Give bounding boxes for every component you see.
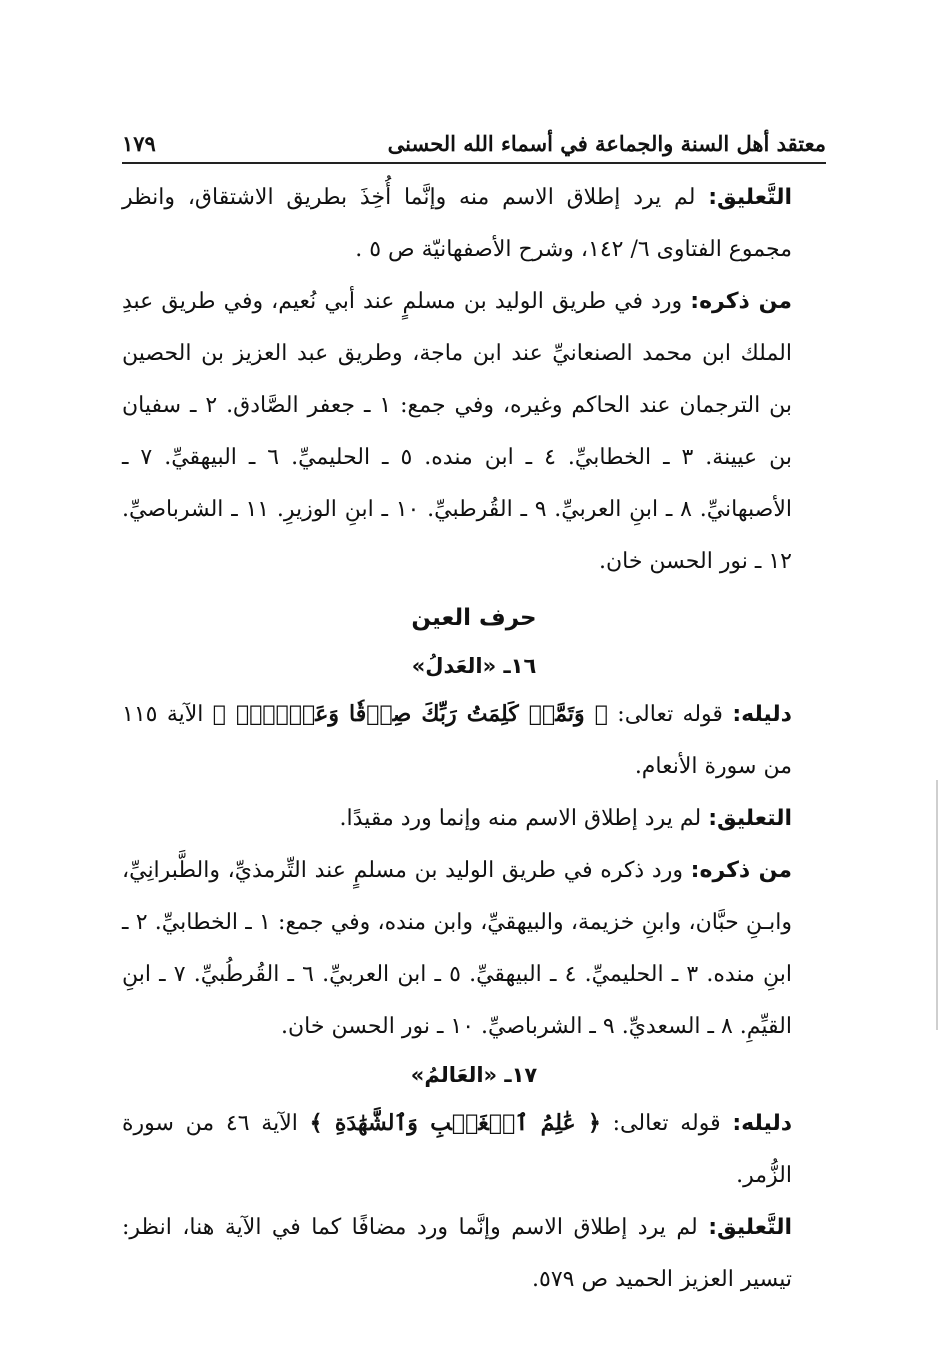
quran-verse: ﴿ وَتَمَّتۡ كَلِمَتُ رَبِّكَ صِدۡقٗا وَعَدۡلٗاۚ ﴾ [212,701,608,727]
running-title: معتقد أهل السنة والجماعة في أسماء الله الحسنى [387,131,826,156]
evidence-reference: الآية ١١٥ من سورة الأنعام. [122,702,792,779]
commentary-text: لم يرد إطلاق الاسم منه وإنما ورد مقيدًا. [339,806,709,831]
entry-16-heading: ١٦ـ «العَدلُ» [411,654,537,678]
entry-16-evidence [122,688,826,793]
evidence-label: دليله: [732,1111,792,1136]
evidence-intro: قوله تعالى: [600,1111,733,1136]
section-heading: حرف العين [411,605,537,631]
entry-16-mentioned-by [122,845,826,1053]
evidence-reference: الآية ٤٦ من سورة الزُّمر. [122,1111,792,1188]
mentioned-by-label: من ذكره: [690,289,792,314]
page-number: ١٧٩ [122,131,156,156]
entry-16-commentary [122,793,826,845]
entry-17-heading: ١٧ـ «العَالمُ» [410,1063,538,1087]
paragraph-commentary [122,172,826,276]
book-page [122,118,826,1292]
paragraph-mentioned-by [122,276,826,588]
evidence-intro: قوله تعالى: [607,702,733,727]
evidence-label: دليله: [732,702,792,727]
commentary-label: التعليق: [708,806,792,831]
scan-edge-line [936,780,938,1030]
mentioned-by-text: ورد ذكره في طريق الوليد بن مسلمٍ عند التِّرمذيِّ، والطَّبرانِيِّ، وابـنِ حبَّان، وابنِ خزيمة، والبيهقيِّ، وابن منده، وفي جمع: ١ ـ الخطابيِّ. ٢ ـ ابنِ منده. ٣ ـ الحليميِّ. ٤ ـ البيهقيِّ. ٥ ـ ابن العربيِّ. ٦ ـ القُرطُبيِّ. ٧ ـ ابنِ القيِّمِ. ٨ ـ السعديِّ. ٩ ـ الشرباصيِّ. ١٠ ـ نور الحسن خان. [122,858,793,1039]
running-header [122,118,826,164]
entry-17-evidence [122,1097,826,1202]
commentary-label: التَّعليق: [708,1215,792,1240]
commentary-label: التَّعليق: [708,185,792,210]
mentioned-by-label: من ذكره: [690,858,793,883]
commentary-text: لم يرد إطلاق الاسم منه وإنَّما أُخِذَ بطريق الاشتقاق، وانظر مجموع الفتاوى ٦/ ١٤٢، وشرح الأصفهانيّة ص ٥ . [122,185,792,262]
commentary-text: لم يرد إطلاق الاسم وإنَّما ورد مضافًا كما في الآية هنا، انظر: تيسير العزيز الحميد ص ٥٧٩. [122,1215,792,1292]
quran-verse: ﴿ عَٰلِمُ ٱلۡغَيۡبِ وَٱلشَّهَٰدَةِ ﴾ [309,1110,601,1136]
mentioned-by-text: ورد في طريق الوليد بن مسلمٍ عند أبي نُعيم، وفي طريق عبدِ الملك ابن محمد الصنعانيِّ عند ابن ماجة، وطريق عبد العزيز بن الحصين بن الترجمان عند الحاكم وغيره، وفي جمع: ١ ـ جعفر الصَّادق. ٢ ـ سفيان بن عيينة. ٣ ـ الخطابيِّ. ٤ ـ ابن منده. ٥ ـ الحليميِّ. ٦ ـ البيهقيِّ. ٧ ـ الأصبهانيِّ. ٨ ـ ابنِ العربيِّ. ٩ ـ القُرطبيِّ. ١٠ ـ ابنِ الوزيرِ. ١١ ـ الشرباصيِّ. ١٢ ـ نور الحسن خان. [122,289,792,574]
entry-17-commentary [122,1202,826,1306]
page-body [122,164,826,1306]
